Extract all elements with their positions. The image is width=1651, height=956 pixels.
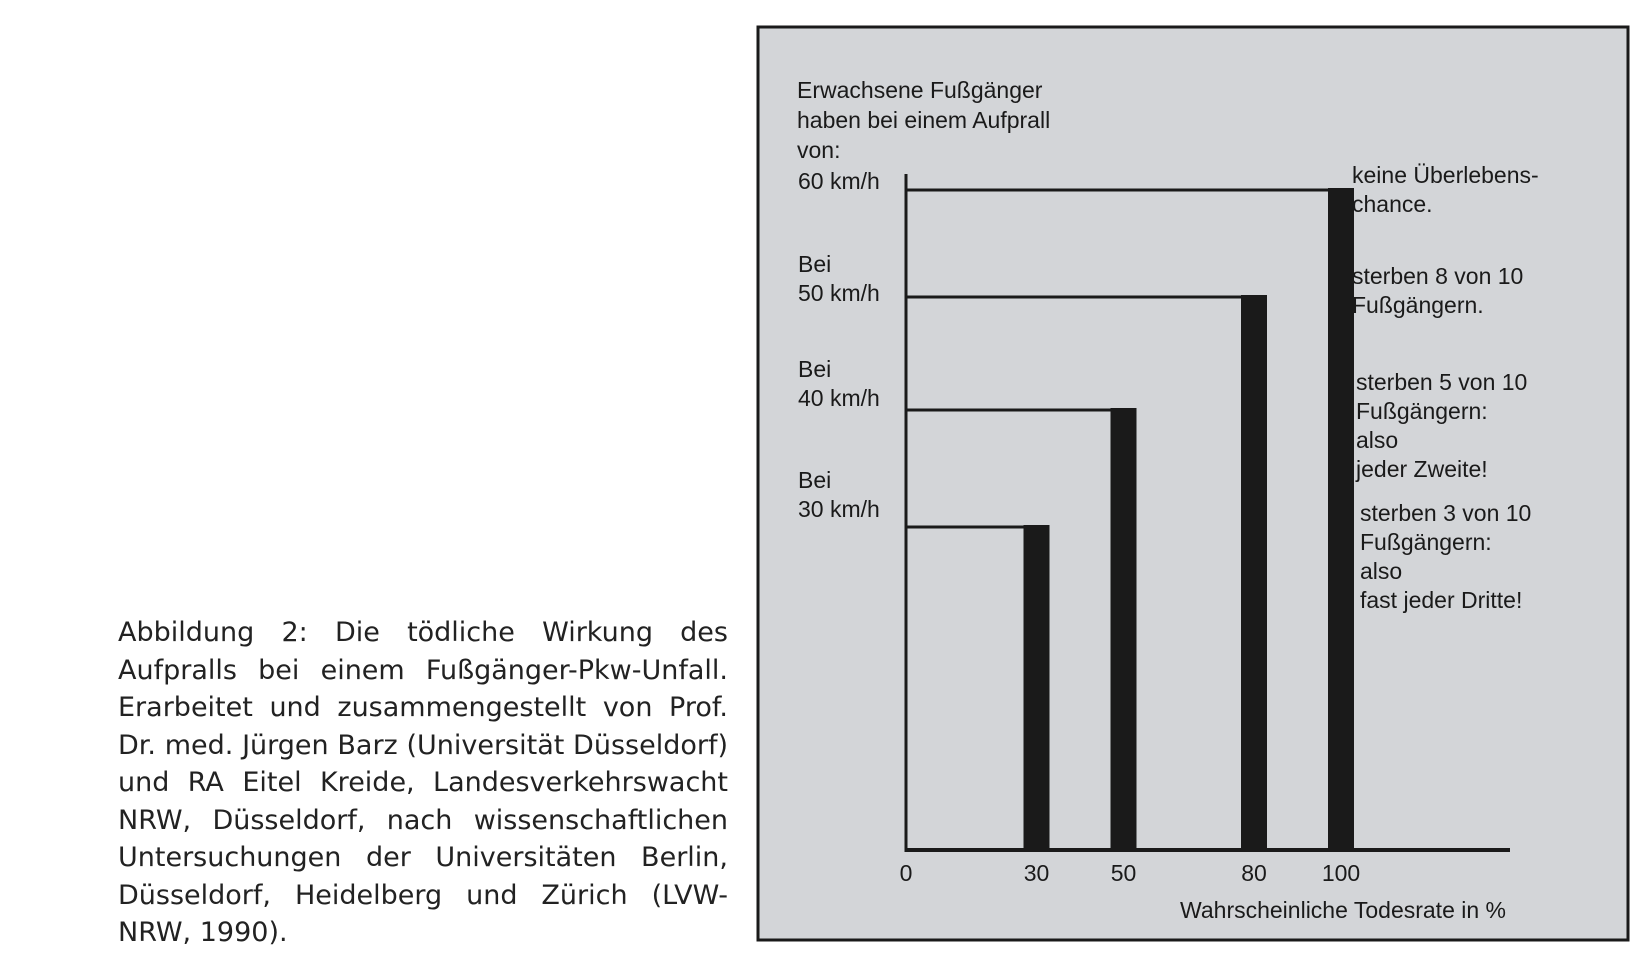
outcome-label: fast jeder Dritte! [1360,587,1523,613]
outcome-label: keine Überlebens- [1352,162,1539,188]
speed-label: Bei [798,356,832,382]
outcome-label: Fußgängern: [1356,398,1488,424]
outcome-label: also [1356,427,1399,453]
speed-label: Bei [798,251,832,277]
chart-title-line: Erwachsene Fußgänger [797,77,1043,103]
x-tick-label: 50 [1110,860,1137,886]
bar [1111,408,1137,850]
outcome-label: sterben 8 von 10 [1352,263,1524,289]
outcome-label: chance. [1352,191,1433,217]
x-tick-label: 100 [1321,860,1361,886]
speed-label: 40 km/h [798,385,880,411]
bar [1328,188,1354,850]
speed-label: 60 km/h [798,168,880,194]
outcome-label: sterben 3 von 10 [1360,500,1532,526]
bar [1241,295,1267,850]
chart-title-line: von: [797,137,841,163]
chart-title-line: haben bei einem Aufprall [797,107,1051,133]
bar [1024,525,1050,850]
x-tick-label: 30 [1023,860,1050,886]
outcome-label: Fußgängern: [1360,529,1492,555]
speed-label: Bei [798,467,832,493]
speed-label: 50 km/h [798,280,880,306]
x-axis-label: Wahrscheinliche Todesrate in % [1180,897,1506,923]
outcome-label: sterben 5 von 10 [1356,369,1528,395]
x-tick-label: 0 [899,860,913,886]
figure-caption: Abbildung 2: Die tödliche Wirkung des Aufpralls bei einem Fußgänger-Pkw-Unfall. Erarbeitet und zusammengestellt von Prof. Dr. med. Jürgen Barz (Universität Düsseldorf) und RA Eitel Kreide, Landesverkehrswacht NRW, Düsseldorf, nach wissenschaftlichen Untersuchungen der Universitäten Berlin, Düsseldorf, Heidelberg und Zürich (LVW-NRW, 1990). [118,617,728,948]
outcome-label: also [1360,558,1403,584]
speed-label: 30 km/h [798,496,880,522]
x-tick-label: 80 [1241,860,1267,886]
outcome-label: Fußgängern. [1352,292,1484,318]
outcome-label: jeder Zweite! [1356,456,1488,482]
